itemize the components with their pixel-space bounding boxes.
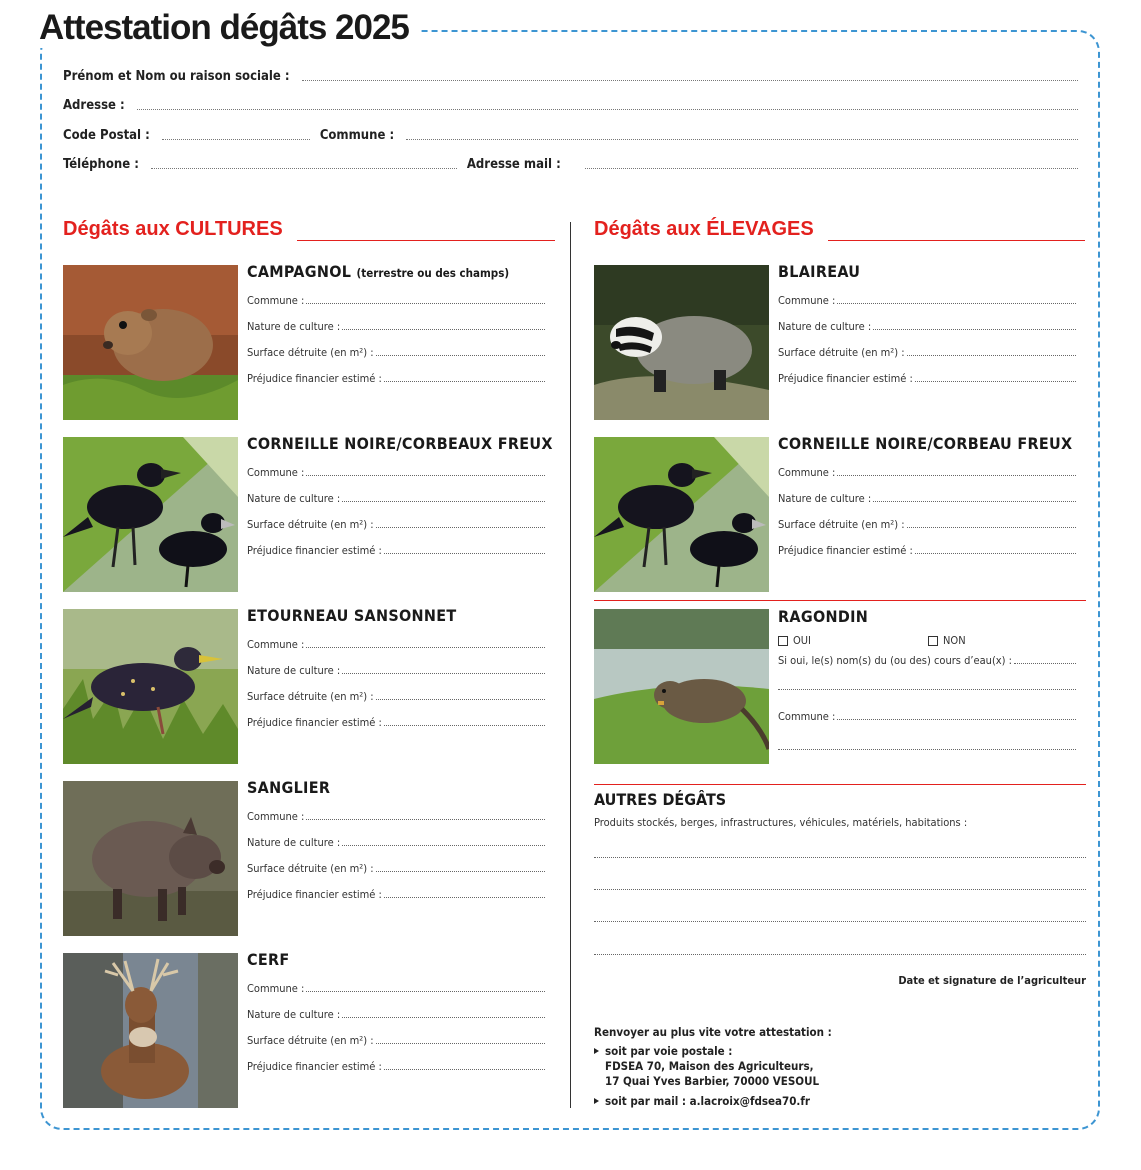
postal-method: soit par voie postale : (605, 1044, 733, 1058)
prejudice-field[interactable]: Préjudice financier estimé : (247, 703, 545, 729)
cultures-rule (293, 240, 555, 241)
coypu-photo (594, 609, 769, 764)
rivers-field-extra[interactable] (778, 667, 1076, 693)
postal-commune-row (63, 123, 1078, 143)
culture-entry-sanglier (247, 778, 545, 901)
cultures-heading: Dégâts aux CULTURES (63, 218, 297, 241)
culture-field[interactable]: Nature de culture : (247, 651, 545, 677)
surface-field[interactable]: Surface détruite (en m²) : (247, 677, 545, 703)
rivers-field[interactable]: Si oui, le(s) nom(s) du (ou des) cours d’eau(x) : (778, 647, 1076, 667)
prejudice-field[interactable]: Préjudice financier estimé : (778, 531, 1076, 557)
elevage-entry-corneille (778, 434, 1076, 557)
postal-address-line2: 17 Quai Yves Barbier, 70000 VESOUL (605, 1074, 820, 1088)
autres-line[interactable] (594, 921, 1086, 922)
surface-field[interactable]: Surface détruite (en m²) : (247, 849, 545, 875)
phone-email-row (63, 152, 1078, 172)
entry-title: CORNEILLE NOIRE/CORBEAU FREUX (778, 434, 1073, 453)
autres-title: AUTRES DÉGÂTS (594, 790, 727, 809)
phone-label: Téléphone : (63, 157, 139, 172)
autres-line[interactable] (594, 857, 1086, 858)
boar-photo (63, 781, 238, 936)
oui-non-row (778, 634, 1076, 647)
entry-title: CERF (247, 950, 290, 969)
badger-photo (594, 265, 769, 420)
surface-field[interactable]: Surface détruite (en m²) : (778, 505, 1076, 531)
entry-title: ETOURNEAU SANSONNET (247, 606, 457, 625)
elevages-heading: Dégâts aux ÉLEVAGES (594, 218, 828, 241)
culture-entry-campagnol (247, 262, 545, 385)
crow-photo (63, 437, 238, 592)
prejudice-field[interactable]: Préjudice financier estimé : (247, 531, 545, 557)
culture-field[interactable]: Nature de culture : (247, 995, 545, 1021)
elevage-entry-blaireau (778, 262, 1076, 385)
name-label: Prénom et Nom ou raison sociale : (63, 69, 290, 84)
prejudice-field[interactable]: Préjudice financier estimé : (247, 359, 545, 385)
commune-field[interactable]: Commune : (778, 281, 1076, 307)
commune-field[interactable] (406, 139, 1078, 140)
entry-title: CAMPAGNOL (terrestre ou des champs) (247, 262, 510, 281)
elevages-rule (823, 240, 1085, 241)
culture-field[interactable]: Nature de culture : (247, 307, 545, 333)
ragondin-commune-extra[interactable] (778, 723, 1076, 753)
email-label: Adresse mail : (466, 157, 561, 172)
culture-field[interactable]: Nature de culture : (778, 479, 1076, 505)
commune-label: Commune : (319, 128, 395, 143)
entry-title: SANGLIER (247, 778, 331, 797)
non-checkbox[interactable]: NON (928, 634, 966, 647)
address-label: Adresse : (63, 98, 125, 113)
commune-field[interactable]: Commune : (778, 453, 1076, 479)
autres-line[interactable] (594, 889, 1086, 890)
deer-photo (63, 953, 238, 1108)
postal-label: Code Postal : (63, 128, 150, 143)
surface-field[interactable]: Surface détruite (en m²) : (778, 333, 1076, 359)
postal-address-line1: FDSEA 70, Maison des Agriculteurs, (605, 1059, 814, 1073)
postal-field[interactable] (162, 139, 310, 140)
autres-rule (594, 784, 1086, 785)
name-field[interactable] (63, 64, 1078, 84)
surface-field[interactable]: Surface détruite (en m²) : (247, 333, 545, 359)
culture-field[interactable]: Nature de culture : (778, 307, 1076, 333)
entry-title: BLAIREAU (778, 262, 861, 281)
column-divider (570, 222, 571, 1108)
signature-label: Date et signature de l’agriculteur (898, 974, 1086, 987)
culture-entry-etourneau (247, 606, 545, 729)
prejudice-field[interactable]: Préjudice financier estimé : (778, 359, 1076, 385)
return-title: Renvoyer au plus vite votre attestation : (594, 1025, 832, 1039)
oui-checkbox[interactable]: OUI (778, 634, 928, 647)
surface-field[interactable]: Surface détruite (en m²) : (247, 1021, 545, 1047)
surface-field[interactable]: Surface détruite (en m²) : (247, 505, 545, 531)
starling-photo (63, 609, 238, 764)
autres-line[interactable] (594, 954, 1086, 955)
mail-method[interactable]: soit par mail : a.lacroix@fdsea70.fr (605, 1094, 810, 1108)
return-info (594, 1025, 832, 1109)
ragondin-commune-field[interactable]: Commune : (778, 693, 1076, 723)
commune-field[interactable]: Commune : (247, 281, 545, 307)
page-title: Attestation dégâts 2025 (39, 8, 421, 48)
crow-photo (594, 437, 769, 592)
address-field[interactable] (63, 93, 1078, 113)
ragondin-rule (594, 600, 1086, 601)
autres-subtitle: Produits stockés, berges, infrastructures, véhicules, matériels, habitations : (594, 816, 968, 829)
culture-entry-cerf (247, 950, 545, 1073)
prejudice-field[interactable]: Préjudice financier estimé : (247, 1047, 545, 1073)
entry-title: RAGONDIN (778, 607, 869, 626)
culture-field[interactable]: Nature de culture : (247, 823, 545, 849)
culture-field[interactable]: Nature de culture : (247, 479, 545, 505)
culture-entry-corneille (247, 434, 553, 557)
email-field[interactable] (585, 168, 1078, 169)
commune-field[interactable]: Commune : (247, 625, 545, 651)
vole-photo (63, 265, 238, 420)
commune-field[interactable]: Commune : (247, 453, 545, 479)
commune-field[interactable]: Commune : (247, 969, 545, 995)
entry-title: CORNEILLE NOIRE/CORBEAUX FREUX (247, 434, 553, 453)
prejudice-field[interactable]: Préjudice financier estimé : (247, 875, 545, 901)
phone-field[interactable] (151, 168, 457, 169)
commune-field[interactable]: Commune : (247, 797, 545, 823)
elevage-entry-ragondin (778, 607, 1076, 753)
